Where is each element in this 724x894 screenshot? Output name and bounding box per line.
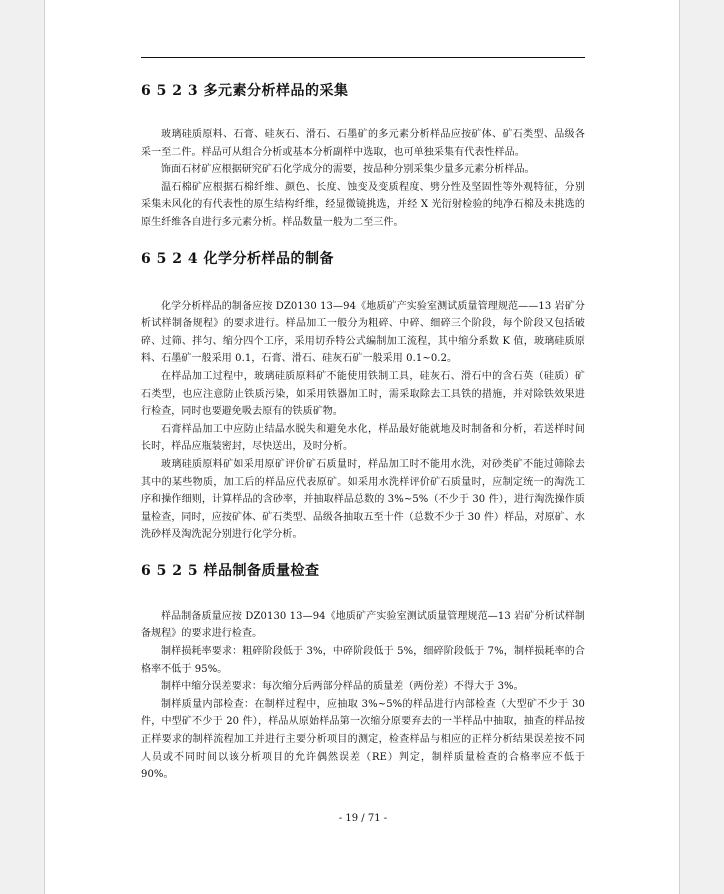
paragraph: 在样品加工过程中，玻璃硅质原料矿不能使用铁制工具，硅灰石、滑石中的含石英（硅质）矿石类型，也应注意防止铁质污染，如采用铁器加工时，需采取除去工具铁的措施，并对除铁效果进行检查，同时也要避免吸去原有的铁质矿物。 [141,370,585,418]
section-heading: 6 5 2 5 样品制备质量检查 [141,562,320,579]
paragraph: 化学分析样品的制备应按 DZ0130 13—94《地质矿产实验室测试质量管理规范——13 岩矿分析试样制备规程》的要求进行。样品加工一般分为粗碎、中碎、细碎三个阶段，每个阶段又包括破碎、过筛、拌匀、缩分四个工序，采用切乔特公式编制加工流程，其中缩分系数 K 值，玻璃硅质原料、石墨矿一般采用 0.1，石膏、滑石、硅灰石矿一般采用 0.1~0.2。 [141,300,585,365]
header-rule [141,57,585,58]
page-number: - 19 / 71 - [338,813,388,824]
paragraph: 制样损耗率要求：粗碎阶段低于 3%，中碎阶段低于 5%，细碎阶段低于 7%，制样损耗率的合格率不低于 95%。 [141,646,585,675]
paragraph: 饰面石材矿应根据研究矿石化学成分的需要，按品种分别采集少量多元素分析样品。 [161,164,535,176]
paragraph: 样品制备质量应按 DZ0130 13—94《地质矿产实验室测试质量管理规范—13 岩矿分析试样制备规程》的要求进行检查。 [141,610,585,640]
section-6525 [141,560,585,784]
paragraph: 石膏样品加工中应防止结晶水脱失和避免水化，样品最好能就地及时制备和分析，若送样时间长时，样品应瓶装密封，尽快送出，及时分析。 [141,423,585,453]
section-6524 [141,248,585,544]
paragraph: 制样中缩分误差要求：每次缩分后两部分样品的质量差（两份差）不得大于 3%。 [161,681,524,693]
section-heading: 6 5 2 4 化学分析样品的制备 [141,250,334,267]
page-content [141,80,585,800]
paragraph: 玻璃硅质原料、石膏、硅灰石、滑石、石墨矿的多元素分析样品应按矿体、矿石类型、品级各采一至二件。样品可从组合分析或基本分析副样中选取，也可单独采集有代表性样品。 [141,129,585,158]
section-heading: 6 5 2 3 多元素分析样品的采集 [141,83,349,99]
paragraph: 温石棉矿应根据石棉纤维、颜色、长度、蚀变及变质程度、劈分性及坚固性等外观特征，分别采集未风化的有代表性的原生结构纤维，经显微镜挑选，并经 X 光衍射检验的纯净石棉及未挑选的原生纤维各自进行多元素分析。样品数量一般为二至三件。 [141,181,585,228]
section-6523 [141,80,585,232]
paragraph: 玻璃硅质原料矿如采用原矿评价矿石质量时，样品加工时不能用水洗，对砂类矿不能过筛除去其中的某些物质，加工后的样品应代表原矿。如采用水洗样评价矿石质量时，应制定统一的淘洗工序和操作细则，计算样品的含砂率，并抽取样品总数的 3%~5%（不少于 30 件），进行淘洗操作质量检查，同时，应按矿体、矿石类型、品级各抽取五至十件（总数不少于 30 件）样品，对原矿、水洗砂样及淘洗泥分别进行化学分析。 [141,458,585,541]
paragraph: 制样质量内部检查：在制样过程中，应抽取 3%~5%的样品进行内部检查（大型矿不少于 30 件，中型矿不少于 20 件），样品从原始样品第一次缩分原要弃去的一半样品中抽取，抽查的样品按正样要求的制样流程加工并进行主要分析项目的测定，检查样品与相应的正样分析结果误差按不同人员或不同时间以该分析项目的允许偶然误差（RE）判定，制样质量检查的合格率应不低于 90%。 [141,698,585,781]
document-page [44,0,680,894]
